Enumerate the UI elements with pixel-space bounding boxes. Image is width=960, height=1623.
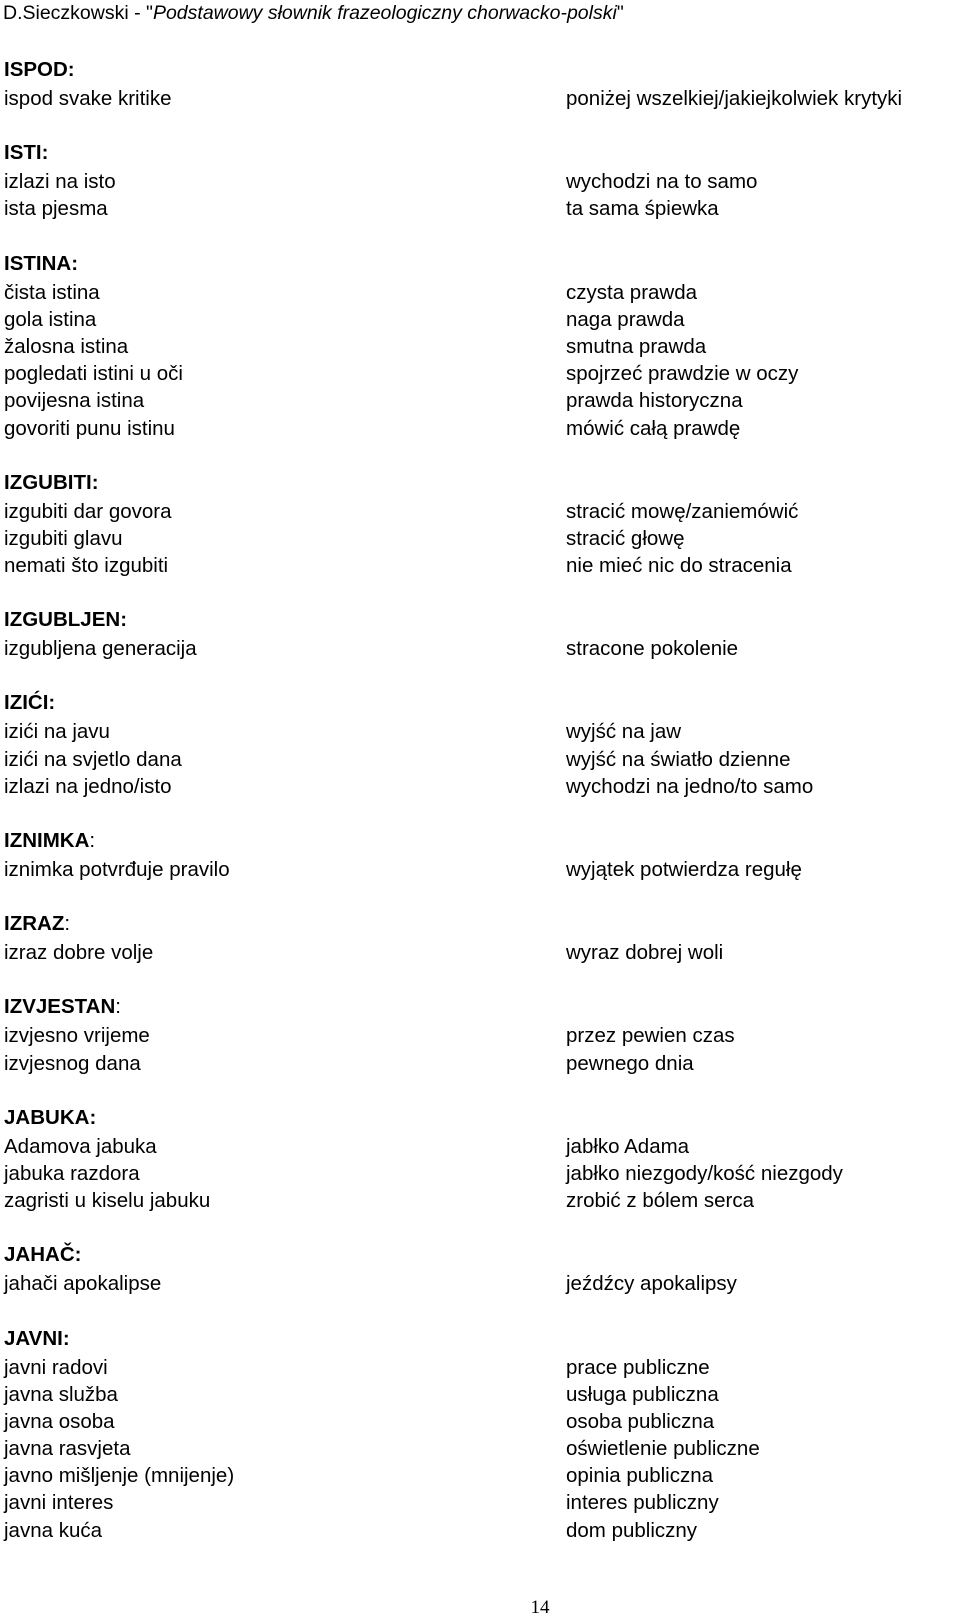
polish-translation: stracone pokolenie: [566, 637, 739, 661]
phrase-pair: [4, 1187, 954, 1214]
phrase-pair: [4, 718, 954, 745]
phrase-pair: [4, 168, 954, 195]
croatian-phrase: izlazi na isto: [4, 170, 116, 194]
phrase-pair: [4, 552, 954, 579]
entry-headword: [4, 607, 954, 634]
polish-translation: wyjść na jaw: [566, 720, 682, 744]
dictionary-entry: [4, 994, 954, 1076]
entry-headword: [4, 470, 954, 497]
croatian-phrase: izvjesnog dana: [4, 1051, 141, 1075]
croatian-phrase: izgubljena generacija: [4, 637, 197, 661]
phrase-pair: [4, 387, 954, 414]
polish-translation: czysta prawda: [566, 280, 698, 304]
phrase-pair: [4, 1381, 954, 1408]
croatian-phrase: ispod svake kritike: [4, 87, 172, 110]
headword-colon: :: [74, 1243, 82, 1267]
croatian-phrase: govoriti punu istinu: [4, 416, 175, 440]
croatian-phrase: izgubiti dar govora: [4, 499, 172, 523]
headword-text: ISTI: [4, 141, 42, 165]
croatian-phrase: jahači apokalipse: [4, 1272, 162, 1296]
headword-text: IZVJESTAN: [4, 995, 116, 1019]
headword-text: IZRAZ: [4, 912, 65, 936]
dictionary-entries: [4, 57, 954, 1572]
page-header: [3, 0, 624, 26]
headword-text: JABUKA: [4, 1105, 90, 1129]
croatian-phrase: gola istina: [4, 307, 97, 331]
polish-translation: jabłko niezgody/kość niezgody: [566, 1161, 843, 1185]
polish-translation: osoba publiczna: [566, 1409, 715, 1433]
polish-translation: smutna prawda: [566, 334, 707, 358]
croatian-phrase: izgubiti glavu: [4, 526, 123, 550]
headword-text: ISTINA: [4, 251, 72, 275]
croatian-phrase: izići na svjetlo dana: [4, 747, 182, 771]
phrase-pair: [4, 415, 954, 442]
phrase-pair: [4, 1489, 954, 1516]
dictionary-entry: [4, 828, 954, 883]
polish-translation: stracić mowę/zaniemówić: [566, 499, 799, 523]
polish-translation: opinia publiczna: [566, 1464, 714, 1488]
phrase-pair: [4, 1408, 954, 1435]
polish-translation: ta sama śpiewka: [566, 197, 719, 221]
polish-translation: mówić całą prawdę: [566, 416, 741, 440]
croatian-phrase: iznimka potvrđuje pravilo: [4, 858, 230, 881]
dictionary-entry: [4, 1105, 954, 1215]
entry-headword: [4, 911, 954, 938]
entry-headword: [4, 690, 954, 717]
polish-translation: interes publiczny: [566, 1491, 719, 1515]
dictionary-entry: [4, 470, 954, 580]
phrase-pair: [4, 1517, 954, 1544]
phrase-pair: [4, 1022, 954, 1049]
entry-headword: [4, 1242, 954, 1269]
headword-text: IZIĆI: [4, 691, 49, 715]
croatian-phrase: javni radovi: [4, 1355, 108, 1379]
croatian-phrase: ista pjesma: [4, 197, 108, 221]
entry-headword: [4, 57, 954, 84]
polish-translation: wychodzi na jedno/to samo: [566, 774, 814, 798]
dictionary-entry: [4, 607, 954, 662]
phrase-pair: [4, 773, 954, 800]
croatian-phrase: javni interes: [4, 1491, 114, 1515]
entry-headword: [4, 1105, 954, 1132]
polish-translation: wychodzi na to samo: [566, 170, 758, 194]
phrase-pair: [4, 1270, 954, 1297]
croatian-phrase: pogledati istini u oči: [4, 362, 183, 386]
polish-translation: dom publiczny: [566, 1518, 698, 1542]
polish-translation: usługa publiczna: [566, 1382, 719, 1406]
headword-colon: :: [41, 141, 49, 165]
phrase-pair: [4, 360, 954, 387]
croatian-phrase: povijesna istina: [4, 389, 145, 413]
headword-colon: :: [62, 1326, 70, 1350]
croatian-phrase: javna rasvjeta: [4, 1437, 131, 1461]
phrase-pair: [4, 1435, 954, 1462]
croatian-phrase: izraz dobre volje: [4, 941, 154, 965]
dictionary-entry: [4, 57, 954, 112]
croatian-phrase: nemati što izgubiti: [4, 554, 169, 578]
croatian-phrase: zagristi u kiselu jabuku: [4, 1189, 211, 1213]
dictionary-entry: [4, 1242, 954, 1297]
dictionary-entry: [4, 140, 954, 222]
headword-colon: :: [120, 608, 128, 632]
phrase-pair: [4, 85, 954, 112]
croatian-phrase: javna služba: [4, 1382, 118, 1406]
phrase-pair: [4, 498, 954, 525]
phrase-pair: [4, 333, 954, 360]
entry-headword: [4, 140, 954, 167]
polish-translation: zrobić z bólem serca: [566, 1189, 754, 1213]
croatian-phrase: izvjesno vrijeme: [4, 1024, 150, 1048]
entry-headword: [4, 1326, 954, 1353]
entry-headword: [4, 251, 954, 278]
page-number: 14: [530, 1597, 550, 1618]
headword-text: IZNIMKA: [4, 829, 90, 852]
phrase-pair: [4, 1354, 954, 1381]
polish-translation: pewnego dnia: [566, 1051, 694, 1075]
headword-colon: :: [89, 829, 96, 852]
headword-colon: :: [71, 251, 79, 275]
entry-headword: [4, 828, 954, 855]
phrase-pair: [4, 1160, 954, 1187]
polish-translation: nie mieć nic do stracenia: [566, 554, 792, 578]
croatian-phrase: izići na javu: [4, 720, 110, 744]
headword-colon: :: [115, 995, 121, 1019]
headword-colon: :: [64, 912, 71, 936]
headword-colon: :: [91, 470, 99, 494]
phrase-pair: [4, 306, 954, 333]
croatian-phrase: izlazi na jedno/isto: [4, 774, 172, 798]
polish-translation: wyraz dobrej woli: [566, 941, 724, 965]
entry-headword: [4, 994, 954, 1021]
header-suffix: ": [616, 2, 624, 24]
header-prefix: D.Sieczkowski - ": [3, 2, 153, 24]
phrase-pair: [4, 1462, 954, 1489]
polish-translation: stracić głowę: [566, 526, 685, 550]
phrase-pair: [4, 525, 954, 552]
headword-colon: :: [67, 58, 75, 81]
croatian-phrase: žalosna istina: [4, 334, 129, 358]
polish-translation: naga prawda: [566, 307, 685, 331]
headword-text: ISPOD: [4, 58, 68, 81]
croatian-phrase: Adamova jabuka: [4, 1134, 157, 1158]
phrase-pair: [4, 195, 954, 222]
headword-text: JAVNI: [4, 1326, 63, 1350]
polish-translation: prawda historyczna: [566, 389, 743, 413]
phrase-pair: [4, 1133, 954, 1160]
headword-text: IZGUBITI: [4, 470, 92, 494]
headword-colon: :: [89, 1105, 97, 1129]
polish-translation: oświetlenie publiczne: [566, 1437, 760, 1461]
croatian-phrase: javna osoba: [4, 1409, 115, 1433]
headword-text: IZGUBLJEN: [4, 608, 121, 632]
headword-text: JAHAČ: [4, 1243, 75, 1267]
croatian-phrase: javna kuća: [4, 1518, 103, 1542]
headword-colon: :: [48, 691, 56, 715]
polish-translation: jeźdźcy apokalipsy: [566, 1272, 737, 1296]
polish-translation: wyjątek potwierdza regułę: [566, 858, 802, 881]
croatian-phrase: javno mišljenje (mnijenje): [4, 1464, 235, 1488]
phrase-pair: [4, 856, 954, 883]
polish-translation: przez pewien czas: [566, 1024, 735, 1048]
dictionary-title: Podstawowy słownik frazeologiczny chorwacko-polski: [152, 2, 617, 24]
polish-translation: jabłko Adama: [566, 1134, 690, 1158]
phrase-pair: [4, 635, 954, 662]
dictionary-entry: [4, 690, 954, 800]
polish-translation: wyjść na światło dzienne: [566, 747, 791, 771]
croatian-phrase: čista istina: [4, 280, 100, 304]
dictionary-entry: [4, 1326, 954, 1544]
croatian-phrase: jabuka razdora: [4, 1161, 140, 1185]
dictionary-entry: [4, 911, 954, 966]
dictionary-entry: [4, 251, 954, 442]
phrase-pair: [4, 1050, 954, 1077]
polish-translation: prace publiczne: [566, 1355, 710, 1379]
phrase-pair: [4, 939, 954, 966]
polish-translation: poniżej wszelkiej/jakiejkolwiek krytyki: [566, 87, 903, 110]
polish-translation: spojrzeć prawdzie w oczy: [566, 362, 799, 386]
phrase-pair: [4, 279, 954, 306]
phrase-pair: [4, 746, 954, 773]
